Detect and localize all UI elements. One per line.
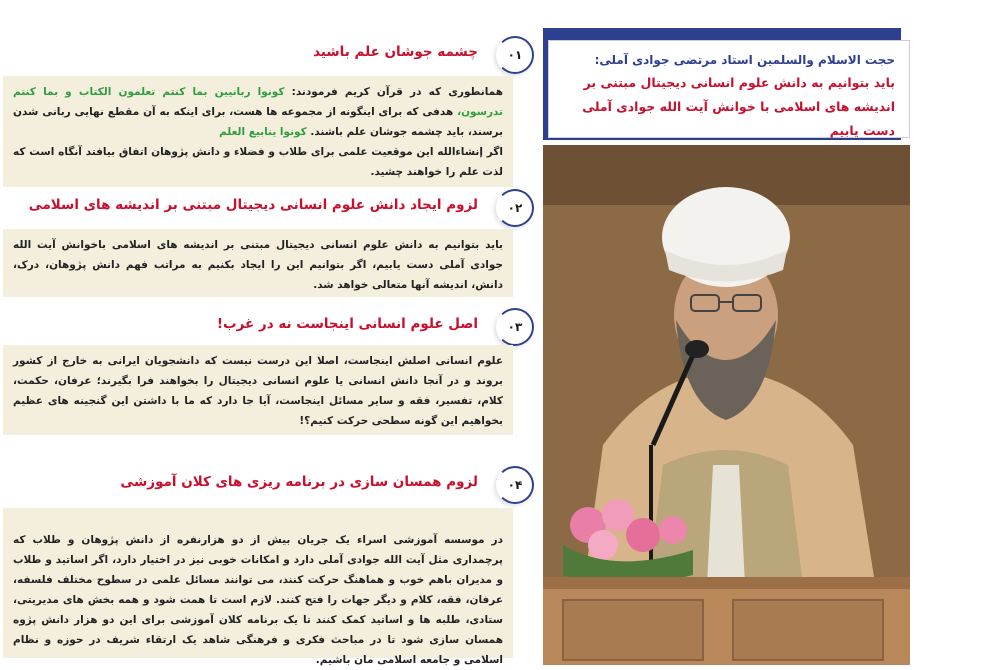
quote-text: باید بتوانیم به دانش علوم انسانی دیجیتال مبتنی بر اندیشه های اسلامی با خوانش آیت الله جوادی آملی دست یابیم (582, 75, 895, 138)
section-1-text-c: اگر إنشاءالله این موقعیت علمی برای طلاب و فضلاء و دانش پژوهان اتفاق بیافتد آنگاه است که لذت علم را خواهند چشید. (13, 146, 503, 178)
section-2-header (0, 189, 536, 229)
section-3-header (0, 308, 536, 348)
section-1-verse-a: کونوا ربانیین بما کنتم تعلمون الکتاب و بما کنتم تدرسون، (13, 86, 503, 118)
quote-speaker: حجت الاسلام والسلمین استاد مرتضی جوادی آملی: (594, 53, 895, 67)
section-2-body: باید بتوانیم به دانش علوم انسانی دیجیتال مبتنی بر اندیشه های اسلامی باخوانش آیت الله جوادی آملی دست یابیم، اگر بتوانیم این را ایجاد بکنیم به مراتب فهم دانش پژوهان، درک، دانش، اندیشه آنها متعالی خواهد شد. (3, 229, 513, 297)
section-4-title: لزوم همسان سازی در برنامه ریزی های کلان آموزشی (120, 474, 478, 490)
section-2-title: لزوم ایجاد دانش علوم انسانی دیجیتال مبتنی بر اندیشه های اسلامی (28, 197, 478, 213)
number-badge-icon: ۰۲ (496, 189, 534, 227)
section-3-title: اصل علوم انسانی اینجاست نه در غرب! (216, 316, 478, 332)
section-1-text-b: هدفی که برای اینگونه از مجموعه ها هست، برای اینکه به آن مقطع نهایی ربانی شدن برسند، باید چشمه جوشان علم باشند. (13, 106, 503, 138)
quote-card (548, 40, 910, 138)
section-1-title: چشمه جوشان علم باشید (313, 44, 478, 60)
number-badge-icon: ۰۱ (496, 36, 534, 74)
section-3-body: علوم انسانی اصلش اینجاست، اصلا این درست نیست که دانشجویان ایرانی به خارج از کشور بروند و در آنجا دانش انسانی یا علوم انسانی دیجیتال را بخواهند فرا بگیرند؛ عرفان، حکمت، کلام، تفسیر، فقه و سایر مسائل اینجاست، آیا جا دارد که ما با داشتن این گنجینه های عظیم بخواهیم این گونه سطحی حرکت کنیم؟! (3, 345, 513, 435)
number-badge-icon: ۰۳ (496, 308, 534, 346)
section-4-header (0, 466, 536, 506)
section-1-body (3, 76, 513, 187)
number-badge-icon: ۰۴ (496, 466, 534, 504)
section-1-verse-b: کونوا ینابیع العلم (219, 126, 307, 138)
section-1-header (0, 36, 536, 76)
section-4-body: در موسسه آموزشی اسراء یک جریان بیش از دو هزارنفره از دانش پژوهان و طلاب که پرچمداری مثل آیت الله جوادی آملی دارد و امکانات خوبی نیز در اختیار دارد، اگر اساتید و طلاب و مدیران باهم خوب و هماهنگ حرکت کنند، می توانند مسائل علمی در سطوح مختلف فلسفه، عرفان، فقه، کلام و دیگر جهات را فتح کنند. لازم است تا همت شود و همه بخش های مدیریتی، ستادی، طلبه ها و اساتید کمک کنند تا یک برنامه کلان آموزشی برای این دو هزار دانش پژوه همسان سازی شود تا در مباحث فکری و فرهنگی شاهد یک ارتقاء شریف در حوزه و نظام اسلامی و جامعه اسلامی مان باشیم. (3, 508, 513, 658)
section-1-text-a: همانطوری که در قرآن کریم فرمودند: (284, 86, 503, 98)
speaker-photo (543, 145, 910, 665)
